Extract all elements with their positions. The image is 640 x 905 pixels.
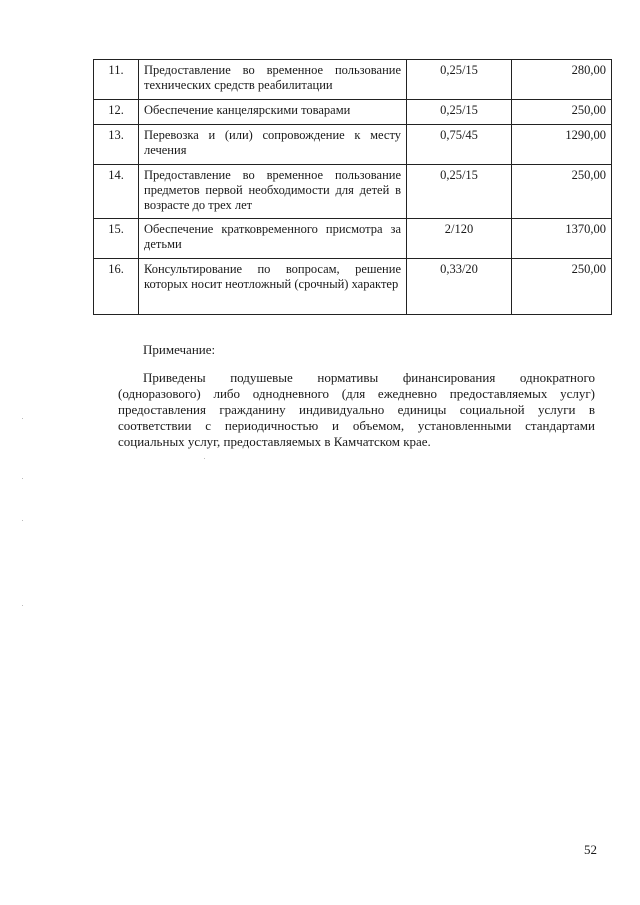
service-cost: 1290,00 [512,125,612,165]
service-name: Перевозка и (или) сопровождение к месту лечения [139,125,407,165]
service-norm: 0,25/15 [407,165,512,219]
service-cost: 1370,00 [512,219,612,259]
scan-speck [22,520,23,521]
service-norm: 0,25/15 [407,60,512,100]
row-number: 12. [94,100,139,125]
table-row [94,165,612,219]
note-text: Приведены подушевые нормативы финансирования однократного (одноразового) либо однодневного (для ежедневно предоставляемых услуг) предоставления гражданину индивидуально единицы социальной услуги в соответствии с периодичностью и объемом, установленными стандартами социальных услуг, предоставляемых в Камчатском крае. [118,370,595,449]
service-norm: 2/120 [407,219,512,259]
note-label: Примечание: [143,342,216,357]
table-row [94,100,612,125]
service-cost: 250,00 [512,165,612,219]
scan-speck [22,418,23,419]
table-row [94,125,612,165]
service-name: Обеспечение канцелярскими товарами [139,100,407,125]
row-number: 13. [94,125,139,165]
service-name: Обеспечение кратковременного присмотра за детьми [139,219,407,259]
services-table [93,59,612,315]
service-cost: 250,00 [512,259,612,315]
service-norm: 0,75/45 [407,125,512,165]
table-row [94,60,612,100]
service-name: Предоставление во временное пользование предметов первой необходимости для детей в возрасте до трех лет [139,165,407,219]
row-number: 16. [94,259,139,315]
service-cost: 280,00 [512,60,612,100]
scan-speck [22,605,23,606]
row-number: 11. [94,60,139,100]
table-row [94,259,612,315]
service-norm: 0,25/15 [407,100,512,125]
scan-speck [204,458,205,459]
table-row [94,219,612,259]
service-cost: 250,00 [512,100,612,125]
page-number: 52 [584,842,597,857]
service-norm: 0,33/20 [407,259,512,315]
service-name: Консультирование по вопросам, решение которых носит неотложный (срочный) характер [139,259,407,315]
scan-speck [22,478,23,479]
row-number: 15. [94,219,139,259]
service-name: Предоставление во временное пользование технических средств реабилитации [139,60,407,100]
row-number: 14. [94,165,139,219]
